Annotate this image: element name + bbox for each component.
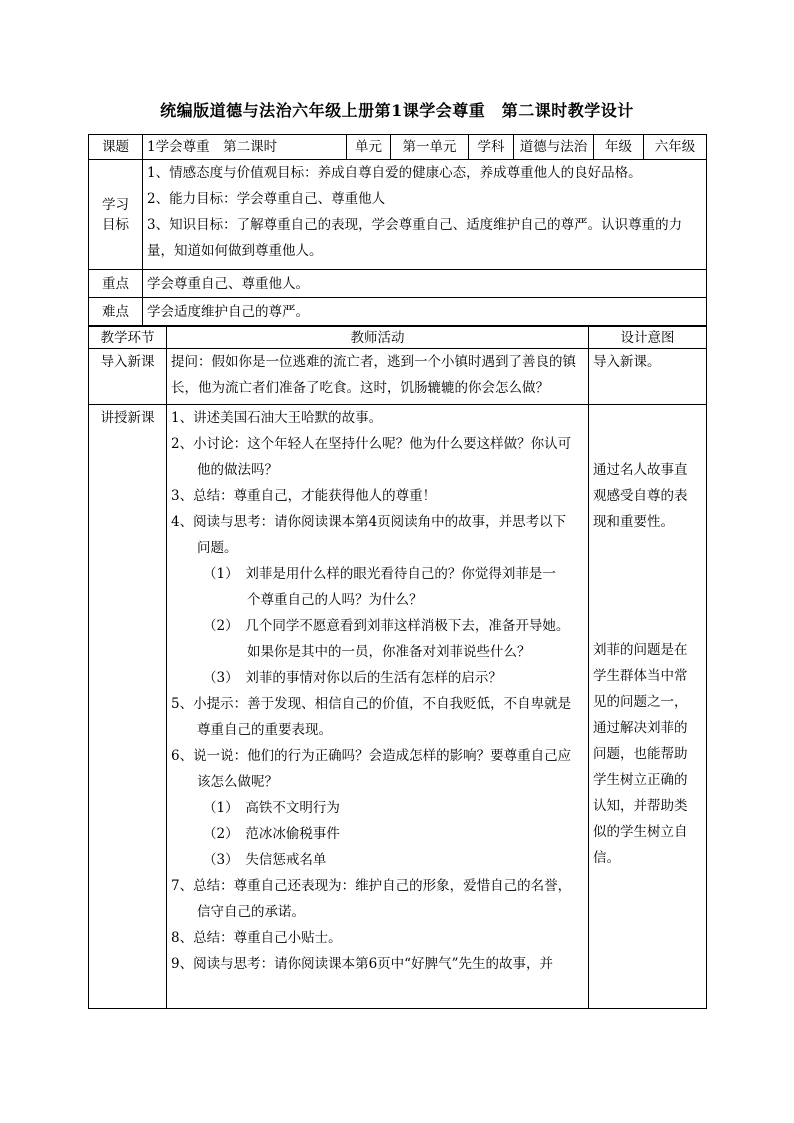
activity-line: （3） 失信惩戒名单: [203, 852, 327, 868]
activity-line: 4、阅读与思考：请你阅读课本第4页阅读角中的故事，并思考以下: [171, 514, 567, 530]
activity-line: 7、总结：尊重自己还表现为：维护自己的形象，爱惜自己的名誉，: [171, 878, 572, 894]
header-design-intent: 设计意图: [589, 327, 707, 349]
intent-line: 学生树立正确的: [593, 772, 688, 788]
xueke-value: 道德与法治: [514, 135, 594, 160]
intent-line: 通过名人故事直: [593, 462, 688, 478]
danyuan-value: 第一单元: [391, 135, 469, 160]
intent-line: 似的学生树立自: [593, 824, 688, 840]
intent-line: 见的问题之一，: [593, 694, 688, 710]
zhongdian-label: 重点: [89, 270, 143, 298]
teach-activity: [167, 405, 589, 1009]
teaching-process-table: [88, 326, 707, 1009]
nianji-value: 六年级: [644, 135, 707, 160]
activity-line: （3） 刘菲的事情对你以后的生活有怎样的启示？: [203, 670, 502, 686]
goal-item: 1、情感态度与价值观目标：养成自尊自爱的健康心态，养成尊重他人的良好品格。: [147, 165, 642, 181]
intro-stage: 导入新课: [89, 349, 167, 405]
activity-line: （1） 刘菲是用什么样的眼光看待自己的？你觉得刘菲是一: [203, 566, 556, 582]
goal-item: 2、能力目标：学会尊重自己、尊重他人: [147, 191, 386, 207]
goals-label-line-2: 目标: [102, 216, 129, 233]
activity-line: 如果你是其中的一员，你准备对刘菲说些什么？: [247, 644, 531, 660]
activity-line: 8、总结：尊重自己小贴士。: [171, 930, 342, 946]
header-teacher-activity: 教师活动: [167, 327, 589, 349]
intent-line: 现和重要性。: [593, 514, 674, 530]
activity-line: 该怎么做呢？: [197, 774, 278, 790]
intent-line: 信。: [593, 850, 620, 866]
intent-line: 问题，也能帮助: [593, 746, 688, 762]
activity-line: 个尊重自己的人吗？为什么？: [247, 592, 423, 608]
intent-line: 刘菲的问题是在: [593, 642, 688, 658]
activity-line: 6、说一说：他们的行为正确吗？会造成怎样的影响？要尊重自己应: [171, 748, 572, 764]
activity-line: （1） 高铁不文明行为: [203, 800, 340, 816]
activity-line: 2、小讨论：这个年轻人在坚持什么呢？他为什么要这样做？你认可: [171, 436, 572, 452]
activity-line: （2） 范冰冰偷税事件: [203, 826, 340, 842]
teach-intent: [589, 405, 707, 1009]
intent-line: 通过解决刘菲的: [593, 720, 688, 736]
goals-label-line-1: 学习: [102, 196, 129, 213]
activity-line: 1、讲述美国石油大王哈默的故事。: [171, 410, 383, 426]
nandian-value: 学会适度维护自己的尊严。: [143, 298, 707, 326]
nianji-label: 年级: [594, 135, 644, 160]
intro-activity: 提问：假如你是一位逃难的流亡者，逃到一个小镇时遇到了善良的镇长，他为流亡者们准备了吃食。这时，饥肠辘辘的你会怎么做？: [167, 349, 589, 405]
xueke-label: 学科: [469, 135, 514, 160]
keti-value: 1学会尊重 第二课时: [143, 135, 347, 160]
activity-line: （2） 几个同学不愿意看到刘菲这样消极下去，准备开导她。: [203, 618, 570, 634]
zhongdian-value: 学会尊重自己、尊重他人。: [143, 270, 707, 298]
activity-line: 9、阅读与思考：请你阅读课本第6页中“好脾气”先生的故事，并: [171, 956, 553, 972]
teach-stage: 讲授新课: [89, 405, 167, 1009]
intent-line: 认知，并帮助类: [593, 798, 688, 814]
intent-line: 观感受自尊的表: [593, 488, 688, 504]
intro-intent: 导入新课。: [589, 349, 707, 405]
document-title: 统编版道德与法治六年级上册第1课学会尊重 第二课时教学设计: [160, 101, 634, 120]
goals-content: [143, 160, 707, 270]
intent-line: 学生群体当中常: [593, 668, 688, 684]
header-stage: 教学环节: [89, 327, 167, 349]
goals-label: [89, 160, 143, 270]
activity-line: 他的做法吗？: [197, 462, 278, 478]
lesson-info-table: [88, 134, 707, 326]
goal-item: 3、知识目标：了解尊重自己的表现，学会尊重自己、适度维护自己的尊严。认识尊重的力量，知道如何做到尊重他人。: [147, 217, 683, 259]
activity-line: 3、总结：尊重自己，才能获得他人的尊重！: [171, 488, 437, 504]
activity-line: 信守自己的承诺。: [197, 904, 305, 920]
danyuan-label: 单元: [347, 135, 391, 160]
activity-line: 问题。: [197, 540, 238, 556]
keti-label: 课题: [89, 135, 143, 160]
nandian-label: 难点: [89, 298, 143, 326]
activity-line: 5、小提示：善于发现、相信自己的价值，不自我贬低，不自卑就是: [171, 696, 572, 712]
activity-line: 尊重自己的重要表现。: [197, 722, 332, 738]
